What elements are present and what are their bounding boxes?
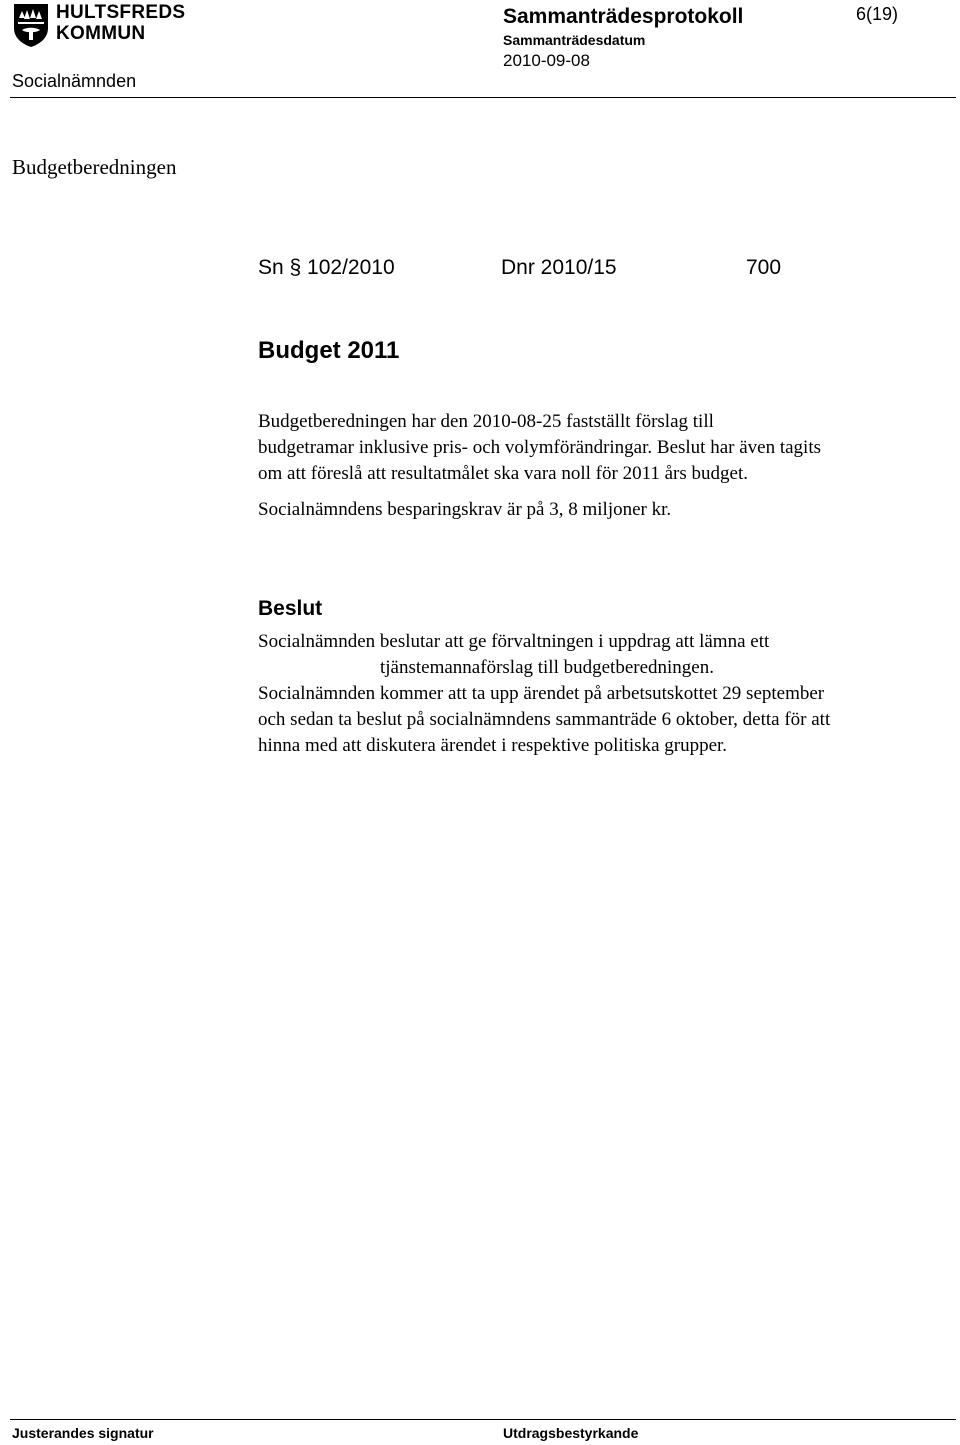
footer-divider — [10, 1419, 956, 1420]
case-paragraph-number: Sn § 102/2010 — [258, 256, 395, 279]
logo-text-line1: HULTSFREDS — [56, 2, 186, 23]
decision-line: och sedan ta beslut på socialnämndens sammanträde 6 oktober, detta för att — [258, 709, 831, 730]
organization-name: Socialnämnden — [12, 71, 137, 91]
meeting-date-label: Sammanträdesdatum — [503, 32, 646, 48]
case-registration-number: Dnr 2010/15 — [501, 256, 617, 279]
decision-text — [258, 629, 948, 759]
decision-line: hinna med att diskutera ärendet i respektive politiska grupper. — [258, 735, 728, 756]
decision-line: Socialnämnden beslutar att ge förvaltningen i uppdrag att lämna ett — [258, 631, 770, 652]
decision-line-indented: tjänstemannaförslag till budgetberedningen. — [380, 657, 714, 678]
document-title: Sammanträdesprotokoll — [503, 5, 744, 28]
decision-line: Socialnämnden kommer att ta upp ärendet på arbetsutskottet 29 september — [258, 683, 825, 704]
case-code: 700 — [746, 256, 782, 279]
intro-line: Budgetberedningen har den 2010-08-25 fastställt förslag till — [258, 411, 714, 432]
header-divider — [10, 97, 956, 98]
intro-paragraph — [258, 409, 948, 487]
coat-of-arms-icon — [12, 2, 50, 48]
extract-certification-label: Utdragsbestyrkande — [503, 1425, 639, 1441]
intro-text — [258, 409, 948, 523]
intro-line: om att föreslå att resultatmålet ska vara noll för 2011 års budget. — [258, 463, 748, 484]
page-number: 6(19) — [856, 4, 899, 24]
meeting-date-value: 2010-09-08 — [503, 51, 590, 70]
case-title: Budget 2011 — [258, 337, 400, 364]
section-title: Budgetberedningen — [12, 155, 177, 179]
decision-heading: Beslut — [258, 597, 323, 620]
municipality-logo — [12, 2, 202, 48]
logo-text-line2: KOMMUN — [56, 23, 146, 44]
savings-requirement: Socialnämndens besparingskrav är på 3, 8 miljoner kr. — [258, 499, 672, 520]
intro-line: budgetramar inklusive pris- och volymförändringar. Beslut har även tagits — [258, 437, 821, 458]
adjuster-signature-label: Justerandes signatur — [12, 1425, 154, 1441]
